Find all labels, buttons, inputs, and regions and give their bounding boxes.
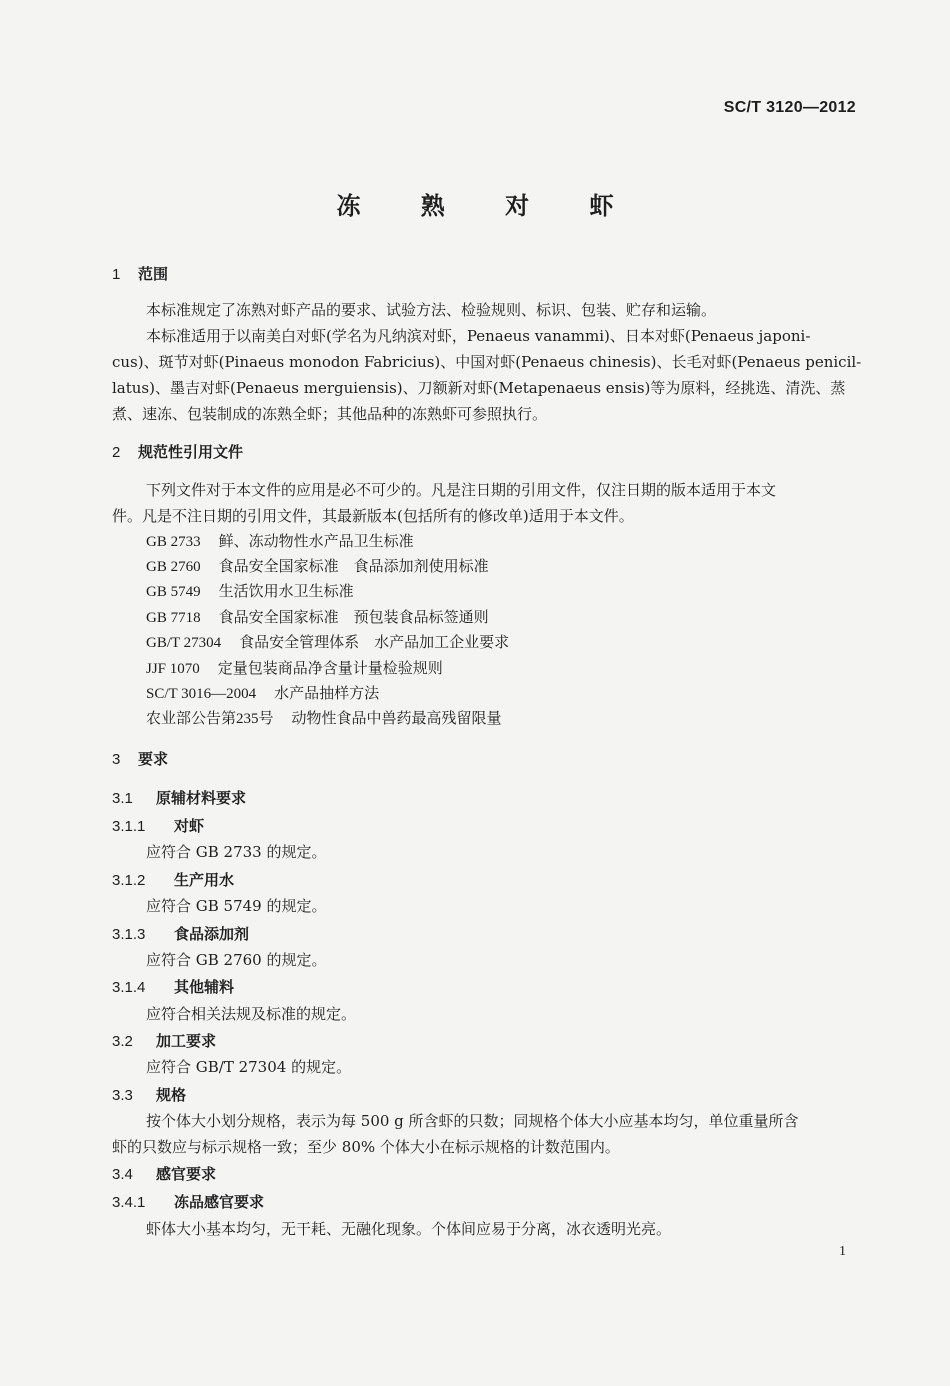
reference-code: GB 2733 <box>146 534 201 550</box>
reference-title: 动物性食品中兽药最高残留限量 <box>291 709 502 727</box>
document-title: 冻 熟 对 虾 <box>336 192 640 220</box>
section-number: 1 <box>112 266 121 283</box>
reference-item <box>146 531 414 552</box>
section-1-heading <box>112 264 168 285</box>
refs-intro-line-1: 下列文件对于本文件的应用是必不可少的。凡是注日期的引用文件，仅注日期的版本适用于本文 <box>146 481 777 499</box>
reference-title: 定量包装商品净含量计量检验规则 <box>217 659 443 677</box>
section-3-1-3-heading <box>112 924 249 945</box>
section-title: 冻品感官要求 <box>174 1193 265 1211</box>
section-3-3-body-line-1: 按个体大小划分规格，表示为每 500 g 所含虾的只数；同规格个体大小应基本均匀，单位重量所含 <box>146 1112 799 1130</box>
section-title: 食品添加剂 <box>174 925 250 943</box>
scope-paragraph-2-line-1: 本标准适用于以南美白对虾(学名为凡纳滨对虾，Penaeus vanammi)、日本对虾(Penaeus japoni- <box>146 327 811 345</box>
section-3-3-heading <box>112 1085 186 1106</box>
reference-item <box>146 683 379 704</box>
section-number: 2 <box>112 444 121 461</box>
section-3-1-4-body: 应符合相关法规及标准的规定。 <box>146 1005 357 1023</box>
section-3-1-3-body: 应符合 GB 2760 的规定。 <box>146 951 327 969</box>
reference-title: 鲜、冻动物性水产品卫生标准 <box>218 532 414 550</box>
reference-title: 生活饮用水卫生标准 <box>218 582 354 600</box>
section-3-1-4-heading <box>112 977 234 998</box>
reference-title: 食品安全国家标准 食品添加剂使用标准 <box>218 557 489 575</box>
reference-code: GB 7718 <box>146 610 201 626</box>
section-title: 规范性引用文件 <box>138 443 244 461</box>
section-title: 其他辅料 <box>174 978 235 996</box>
reference-code: GB 2760 <box>146 559 201 575</box>
reference-code: JJF 1070 <box>146 661 200 677</box>
page-number: 1 <box>839 1244 846 1259</box>
section-number: 3 <box>112 751 121 768</box>
reference-item <box>146 581 354 602</box>
section-3-1-heading <box>112 788 246 809</box>
section-3-4-heading <box>112 1164 216 1185</box>
reference-item <box>146 658 443 679</box>
section-3-1-2-heading <box>112 870 234 891</box>
section-3-2-heading <box>112 1031 216 1052</box>
reference-code: GB/T 27304 <box>146 635 222 651</box>
section-3-3-body-line-2: 虾的只数应与标示规格一致；至少 80% 个体大小在标示规格的计数范围内。 <box>112 1138 620 1156</box>
scope-paragraph-2-line-2: cus)、斑节对虾(Pinaeus monodon Fabricius)、中国对虾(Penaeus chinesis)、长毛对虾(Penaeus penicil- <box>112 353 862 371</box>
reference-code: GB 5749 <box>146 584 201 600</box>
reference-item <box>146 556 489 577</box>
section-number: 3.2 <box>112 1033 133 1050</box>
section-number: 3.1.3 <box>112 926 146 943</box>
section-number: 3.1.4 <box>112 979 146 996</box>
section-3-1-1-heading <box>112 816 204 837</box>
reference-title: 水产品抽样方法 <box>274 684 380 702</box>
section-3-1-1-body: 应符合 GB 2733 的规定。 <box>146 843 327 861</box>
section-number: 3.4.1 <box>112 1194 146 1211</box>
scope-paragraph-2-line-3: latus)、墨吉对虾(Penaeus merguiensis)、刀额新对虾(Metapenaeus ensis)等为原料，经挑选、清洗、蒸 <box>112 379 846 397</box>
section-title: 感官要求 <box>156 1165 217 1183</box>
section-3-4-1-body: 虾体大小基本均匀，无干耗、无融化现象。个体间应易于分离，冰衣透明光亮。 <box>146 1220 672 1238</box>
section-2-heading <box>112 442 243 463</box>
section-title: 原辅材料要求 <box>156 789 247 807</box>
section-title: 对虾 <box>174 817 205 835</box>
section-3-2-body: 应符合 GB/T 27304 的规定。 <box>146 1058 352 1076</box>
section-title: 规格 <box>156 1086 187 1104</box>
section-3-1-2-body: 应符合 GB 5749 的规定。 <box>146 897 327 915</box>
section-number: 3.1 <box>112 790 133 807</box>
section-title: 范围 <box>138 265 169 283</box>
reference-item <box>146 708 502 729</box>
standard-code: SC/T 3120—2012 <box>723 99 856 116</box>
refs-intro-line-2: 件。凡是不注日期的引用文件，其最新版本(包括所有的修改单)适用于本文件。 <box>112 507 634 525</box>
reference-title: 食品安全国家标准 预包装食品标签通则 <box>218 608 489 626</box>
reference-code: SC/T 3016—2004 <box>146 686 257 702</box>
reference-code: 农业部公告第235号 <box>146 711 274 727</box>
section-title: 加工要求 <box>156 1032 217 1050</box>
scope-paragraph-2-line-4: 煮、速冻、包装制成的冻熟全虾；其他品种的冻熟虾可参照执行。 <box>112 405 548 423</box>
section-title: 要求 <box>138 750 169 768</box>
section-title: 生产用水 <box>174 871 235 889</box>
section-3-4-1-heading <box>112 1192 264 1213</box>
section-number: 3.1.2 <box>112 872 146 889</box>
section-3-heading <box>112 749 168 770</box>
section-number: 3.1.1 <box>112 818 146 835</box>
scope-paragraph-1: 本标准规定了冻熟对虾产品的要求、试验方法、检验规则、标识、包装、贮存和运输。 <box>146 301 717 319</box>
reference-item <box>146 632 509 653</box>
section-number: 3.4 <box>112 1166 133 1183</box>
reference-title: 食品安全管理体系 水产品加工企业要求 <box>239 633 510 651</box>
section-number: 3.3 <box>112 1087 133 1104</box>
reference-item <box>146 607 489 628</box>
